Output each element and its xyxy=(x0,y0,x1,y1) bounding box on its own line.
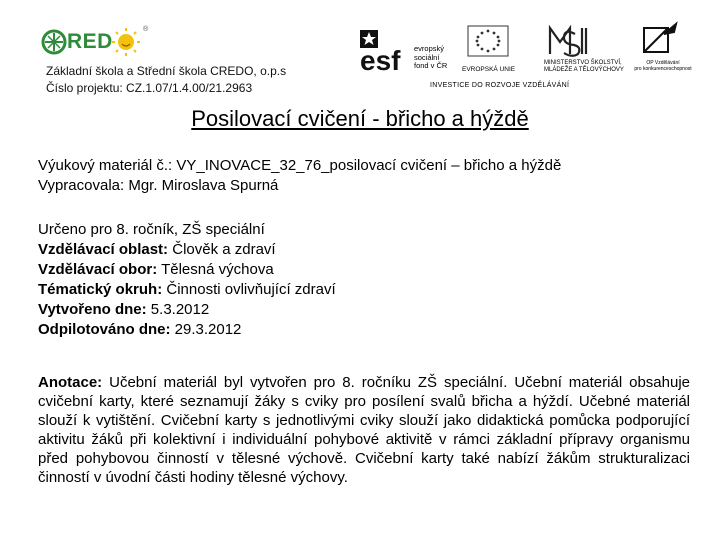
education-field-line xyxy=(38,260,336,280)
svg-text:esf: esf xyxy=(360,45,401,76)
banner-caption: INVESTICE DO ROZVOJE VZDĚLÁVÁNÍ xyxy=(430,82,570,89)
education-area-value: Člověk a zdraví xyxy=(168,241,276,258)
msmt-line: MINISTERSTVO ŠKOLSTVÍ, xyxy=(544,60,622,66)
esf-line: sociální xyxy=(414,52,440,62)
created-date-value: 5.3.2012 xyxy=(146,301,210,318)
topic-line xyxy=(38,280,336,300)
material-code-line: Výukový materiál č.: VY_INOVACE_32_76_posilovací cvičení – břicho a hýždě xyxy=(38,157,562,174)
topic-label: Tématický okruh: xyxy=(38,281,163,298)
piloted-date-value: 29.3.2012 xyxy=(170,321,242,338)
eu-flag-icon xyxy=(468,26,508,56)
esf-line: fond v ČR xyxy=(414,61,448,70)
education-field-label: Vzdělávací obor: xyxy=(38,261,158,278)
eu-label: EVROPSKÁ UNIE xyxy=(462,66,516,73)
partners-logos xyxy=(358,20,698,82)
material-info xyxy=(38,156,561,196)
op-line: OP Vzdělávání xyxy=(646,60,680,66)
annotation-label: Anotace: xyxy=(38,374,103,391)
msmt-line: MLÁDEŽE A TĚLOVÝCHOVY xyxy=(544,67,624,73)
intended-for-line: Určeno pro 8. ročník, ZŠ speciální xyxy=(38,221,265,238)
author-line: Vypracovala: Mgr. Miroslava Spurná xyxy=(38,177,279,194)
esf-line: evropský xyxy=(414,44,445,53)
msmt-logo-icon xyxy=(550,28,586,56)
topic-value: Činnosti ovlivňující zdraví xyxy=(162,281,336,298)
school-name: Základní škola a Střední škola CREDO, o.p.s xyxy=(46,64,287,78)
created-date-line xyxy=(38,300,336,320)
annotation-paragraph xyxy=(38,373,690,487)
project-number: Číslo projektu: CZ.1.07/1.4.00/21.2963 xyxy=(46,81,253,95)
page-title: Posilovací cvičení - břicho a hýždě xyxy=(191,106,529,131)
credo-logo xyxy=(40,22,150,62)
piloted-date-label: Odpilotováno dne: xyxy=(38,321,171,338)
education-area-line xyxy=(38,240,336,260)
esf-text xyxy=(414,45,447,71)
annotation-text: Učební materiál byl vytvořen pro 8. ročníku ZŠ speciální. Učební materiál obsahuje cvičební karty, které seznamují žáky s cviky pro posílení svalů břicha a hýždí. Učebné materiál slouží k vytištění. Cvičební karty s jednotlivými cviky slouží jako didaktická pomůcka podporující aktivitu žáků při kolektivní i individuální pohybové aktivitě v rámci základní přípravy organismu před pohybovou činností v tělesné výchově. Cvičební karty také nabízí žákům strukturalizaci činností v úvodní části hodiny tělesné výchovy. xyxy=(38,374,690,486)
msmt-text xyxy=(544,60,624,74)
education-area-label: Vzdělávací oblast: xyxy=(38,241,169,258)
metadata-block xyxy=(38,220,336,340)
education-field-value: Tělesná výchova xyxy=(157,261,274,278)
sun-icon xyxy=(112,28,140,56)
svg-text:®: ® xyxy=(143,26,149,33)
piloted-date-line xyxy=(38,320,336,340)
op-text xyxy=(628,60,698,72)
created-date-label: Vytvořeno dne: xyxy=(38,301,147,318)
logo-text: RED xyxy=(67,30,113,53)
op-line: pro konkurenceschopnost xyxy=(634,66,692,72)
partners-banner xyxy=(358,20,698,98)
esf-logo-icon xyxy=(360,30,401,76)
op-vk-logo-icon xyxy=(644,24,676,52)
